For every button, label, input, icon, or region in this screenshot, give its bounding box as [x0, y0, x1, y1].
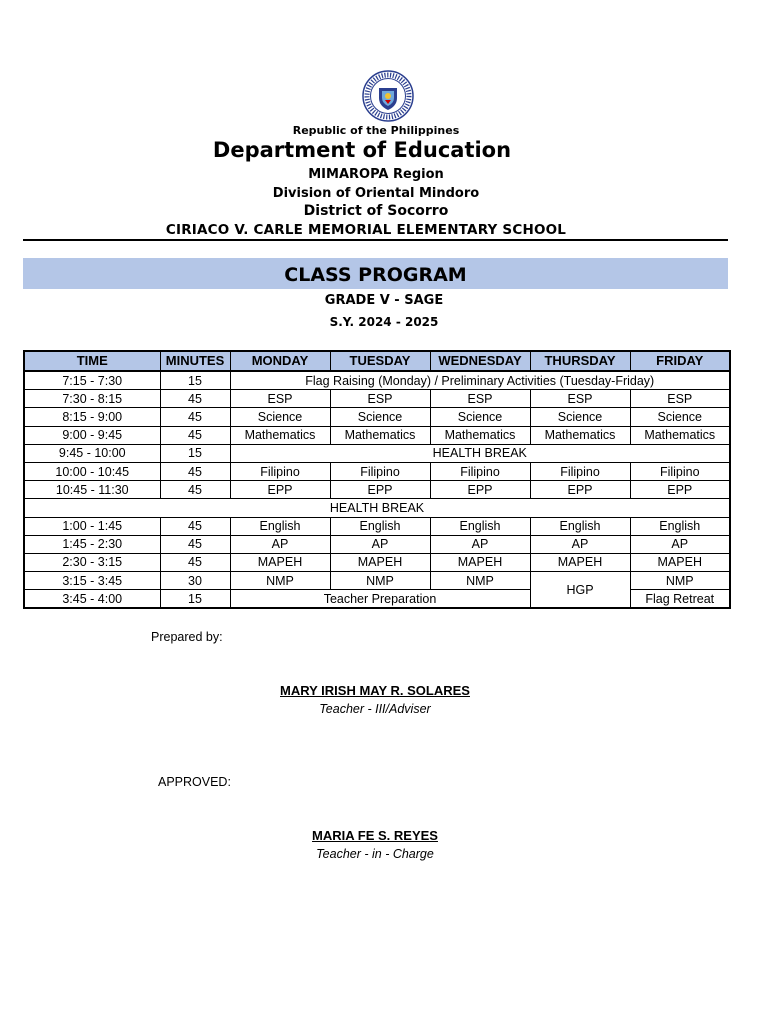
subject-cell: Filipino: [230, 462, 330, 480]
subject-cell: ESP: [630, 390, 730, 408]
subject-cell: AP: [430, 535, 530, 553]
approver-position: Teacher - in - Charge: [316, 847, 434, 861]
subject-cell: English: [630, 517, 730, 535]
class-program-banner: [23, 258, 728, 289]
subject-cell: Science: [530, 408, 630, 426]
subject-cell: AP: [330, 535, 430, 553]
column-header-minutes: MINUTES: [160, 351, 230, 371]
subject-cell: NMP: [430, 572, 530, 590]
column-header-monday: MONDAY: [230, 351, 330, 371]
time-cell: 3:45 - 4:00: [24, 590, 160, 609]
subject-cell: EPP: [230, 481, 330, 499]
minutes-cell: 45: [160, 462, 230, 480]
grade-section: GRADE V - SAGE: [324, 293, 444, 308]
subject-cell: EPP: [530, 481, 630, 499]
subject-cell: MAPEH: [430, 553, 530, 571]
table-row: [24, 572, 730, 590]
district-text: District of Socorro: [303, 203, 449, 219]
subject-cell: Mathematics: [630, 426, 730, 444]
class-schedule-table: [23, 350, 731, 609]
table-row: [24, 408, 730, 426]
preparer-name: MARY IRISH MAY R. SOLARES: [280, 683, 470, 698]
flag-retreat-cell: Flag Retreat: [630, 590, 730, 609]
subject-cell: ESP: [530, 390, 630, 408]
subject-cell: English: [330, 517, 430, 535]
minutes-cell: 45: [160, 517, 230, 535]
time-cell: 1:00 - 1:45: [24, 517, 160, 535]
deped-seal-icon: [362, 70, 414, 122]
subject-cell: Science: [330, 408, 430, 426]
teacher-preparation-cell: Teacher Preparation: [230, 590, 530, 609]
column-header-wednesday: WEDNESDAY: [430, 351, 530, 371]
subject-cell: MAPEH: [330, 553, 430, 571]
subject-cell: English: [530, 517, 630, 535]
school-name: CIRIACO V. CARLE MEMORIAL ELEMENTARY SCHOOL: [165, 222, 567, 238]
subject-cell: Filipino: [330, 462, 430, 480]
table-row: [24, 444, 730, 462]
header-divider: [23, 239, 728, 241]
approver-name: MARIA FE S. REYES: [312, 828, 438, 843]
time-cell: 3:15 - 3:45: [24, 572, 160, 590]
subject-cell: Science: [430, 408, 530, 426]
table-row: [24, 499, 730, 517]
subject-cell: Science: [630, 408, 730, 426]
column-header-friday: FRIDAY: [630, 351, 730, 371]
subject-cell: Mathematics: [230, 426, 330, 444]
time-cell: 9:45 - 10:00: [24, 444, 160, 462]
preparer-position: Teacher - III/Adviser: [319, 702, 431, 716]
time-cell: 10:45 - 11:30: [24, 481, 160, 499]
column-header-time: TIME: [24, 351, 160, 371]
subject-cell: English: [230, 517, 330, 535]
subject-cell: English: [430, 517, 530, 535]
column-header-tuesday: TUESDAY: [330, 351, 430, 371]
subject-cell: Filipino: [530, 462, 630, 480]
subject-cell: EPP: [630, 481, 730, 499]
subject-cell: NMP: [330, 572, 430, 590]
class-program-title: CLASS PROGRAM: [284, 264, 467, 286]
region-text: MIMAROPA Region: [308, 167, 444, 182]
subject-cell: Science: [230, 408, 330, 426]
subject-cell: Mathematics: [530, 426, 630, 444]
subject-cell: AP: [630, 535, 730, 553]
hgp-cell: HGP: [530, 572, 630, 609]
minutes-cell: 45: [160, 481, 230, 499]
subject-cell: MAPEH: [630, 553, 730, 571]
table-header-row: [24, 351, 730, 371]
subject-cell: AP: [530, 535, 630, 553]
time-cell: 10:00 - 10:45: [24, 462, 160, 480]
subject-cell: Filipino: [630, 462, 730, 480]
table-row: [24, 462, 730, 480]
table-row: [24, 390, 730, 408]
minutes-cell: 45: [160, 390, 230, 408]
subject-cell: NMP: [230, 572, 330, 590]
minutes-cell: 15: [160, 371, 230, 390]
time-cell: 8:15 - 9:00: [24, 408, 160, 426]
department-title: Department of Education: [212, 138, 512, 162]
school-year: S.Y. 2024 - 2025: [329, 315, 439, 329]
minutes-cell: 45: [160, 426, 230, 444]
subject-cell: NMP: [630, 572, 730, 590]
table-row: [24, 517, 730, 535]
table-row: [24, 426, 730, 444]
table-row: [24, 535, 730, 553]
minutes-cell: 30: [160, 572, 230, 590]
subject-cell: Mathematics: [330, 426, 430, 444]
time-cell: 2:30 - 3:15: [24, 553, 160, 571]
republic-text: Republic of the Philippines: [292, 124, 460, 137]
subject-cell: Filipino: [430, 462, 530, 480]
minutes-cell: 45: [160, 535, 230, 553]
time-cell: 7:15 - 7:30: [24, 371, 160, 390]
subject-cell: ESP: [330, 390, 430, 408]
table-row: [24, 481, 730, 499]
subject-cell: EPP: [330, 481, 430, 499]
table-row: [24, 553, 730, 571]
subject-cell: Flag Raising (Monday) / Preliminary Activities (Tuesday-Friday): [230, 371, 730, 390]
minutes-cell: 15: [160, 444, 230, 462]
lunch-break-cell: HEALTH BREAK: [24, 499, 730, 517]
column-header-thursday: THURSDAY: [530, 351, 630, 371]
minutes-cell: 45: [160, 553, 230, 571]
time-cell: 9:00 - 9:45: [24, 426, 160, 444]
approved-label: APPROVED:: [158, 775, 231, 789]
division-text: Division of Oriental Mindoro: [272, 186, 480, 201]
subject-cell: MAPEH: [530, 553, 630, 571]
health-break-cell: HEALTH BREAK: [230, 444, 730, 462]
time-cell: 7:30 - 8:15: [24, 390, 160, 408]
subject-cell: MAPEH: [230, 553, 330, 571]
subject-cell: ESP: [230, 390, 330, 408]
subject-cell: ESP: [430, 390, 530, 408]
minutes-cell: 15: [160, 590, 230, 609]
subject-cell: AP: [230, 535, 330, 553]
table-row: [24, 371, 730, 390]
prepared-by-label: Prepared by:: [151, 630, 223, 644]
subject-cell: Mathematics: [430, 426, 530, 444]
minutes-cell: 45: [160, 408, 230, 426]
subject-cell: EPP: [430, 481, 530, 499]
time-cell: 1:45 - 2:30: [24, 535, 160, 553]
